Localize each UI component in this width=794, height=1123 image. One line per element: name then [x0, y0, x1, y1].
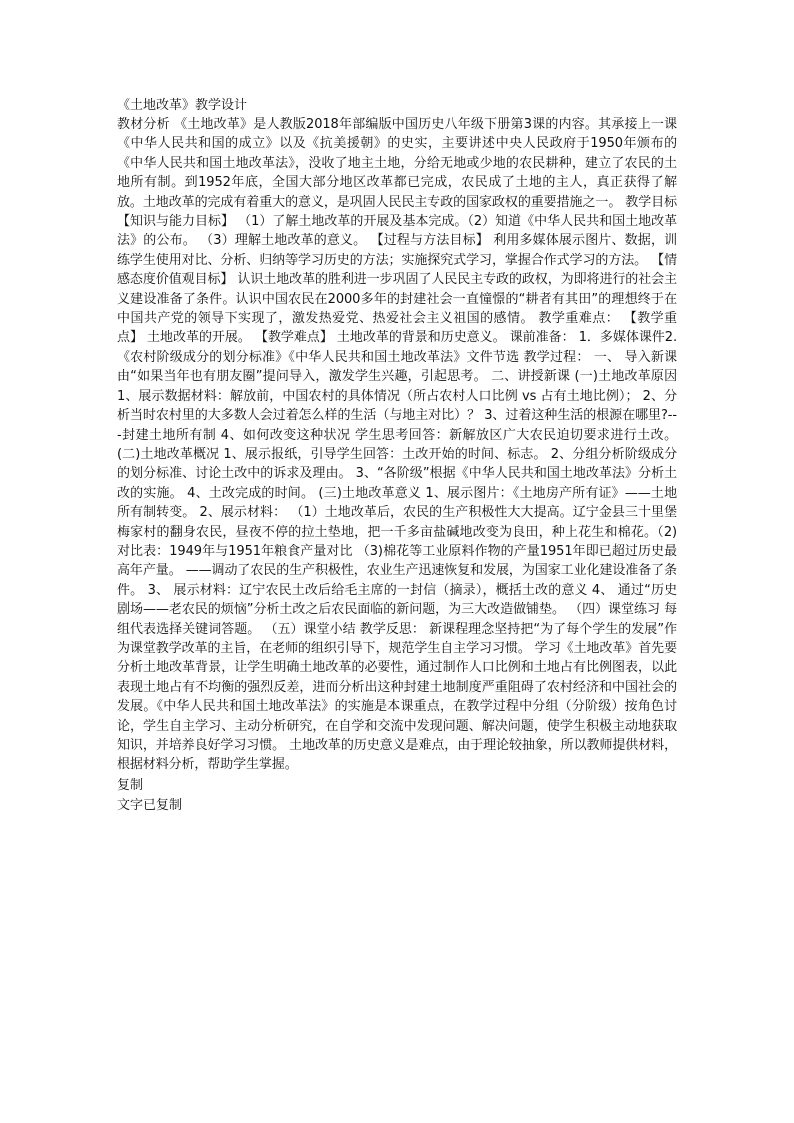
document-title: 《土地改革》教学设计 — [117, 98, 248, 113]
document-page — [117, 96, 677, 815]
document-body-text: 教材分析 《土地改革》是人教版2018年部编版中国历史八年级下册第3课的内容。其承接上一课《中华人民共和国的成立》以及《抗美援朝》的史实，主要讲述中央人民政府于1950年颁布的《中华人民共和国土地改革法》，没收了地主土地，分给无地或少地的农民耕种，建立了农民的土地所有制。到1952年底，全国大部分地区改革都已完成，农民成了土地的主人，真正获得了解放。土地改革的完成有着重大的意义，是巩固人民民主专政的国家政权的重要措施之一。 教学目标 【知识与能力目标】 （1）了解土地改革的开展及基本完成。（2）知道《中华人民共和国土地改革法》的公布。 （3）理解土地改革的意义。 【过程与方法目标】 利用多媒体展示图片、数据，训练学生使用对比、分析、归纳等学习历史的方法；实施探究式学习，掌握合作式学习的方法。 【情感态度价值观目标】 认识土地改革的胜利进一步巩固了人民民主专政的政权，为即将进行的社会主义建设准备了条件。认识中国农民在2000多年的封建社会一直憧憬的“耕者有其田”的理想终于在中国共产党的领导下实现了，激发热爱党、热爱社会主义祖国的感情。 教学重难点： 【教学重点】 土地改革的开展。 【教学难点】 土地改革的背景和历史意义。 课前准备： 1．多媒体课件2.《农村阶级成分的划分标准》《中华人民共和国土地改革法》文件节选 教学过程： 一、 导入新课 由“如果当年也有朋友圈”提问导入，激发学生兴趣，引起思考。 二、讲授新课 (一)土地改革原因 1、展示数据材料：解放前，中国农村的具体情况（所占农村人口比例 vs 占有土地比例）； 2、分析当时农村里的大多数人会过着怎么样的生活（与地主对比）？ 3、过着这种生活的根源在哪里?---封建土地所有制 4、如何改变这种状况 学生思考回答：新解放区广大农民迫切要求进行土改。 (二)土地改革概况 1、展示报纸，引导学生回答：土改开始的时间、标志。 2、分组分析阶级成分的划分标准、讨论土改中的诉求及理由。 3、“各阶级”根据《中华人民共和国土地改革法》分析土改的实施。 4、土改完成的时间。 (三)土地改革意义 1、展示图片：《土地房产所有证》——土地所有制转变。 2、展示材料： （1）土地改革后，农民的生产积极性大大提高。辽宁金县三十里堡梅家村的翻身农民，昼夜不停的拉土垫地，把一千多亩盐碱地改变为良田，种上花生和棉花。（2)对比表：1949年与1951年粮食产量对比 （3)棉花等工业原料作物的产量1951年即已超过历史最高年产量。 ——调动了农民的生产积极性，农业生产迅速恢复和发展，为国家工业化建设准备了条件。 3、 展示材料：辽宁农民土改后给毛主席的一封信（摘录），概括土改的意义 4、 通过“历史剧场——老农民的烦恼”分析土改之后农民面临的新问题，为三大改造做铺垫。 （四）课堂练习 每组代表选择关键词答题。 （五）课堂小结 教学反思： 新课程理念坚持把“为了每个学生的发展”作为课堂教学改革的主旨，在老师的组织引导下，规范学生自主学习习惯。 学习《土地改革》首先要分析土地改革背景，让学生明确土地改革的必要性，通过制作人口比例和土地占有比例图表，以此表现土地占有不均衡的强烈反差，进而分析出这种封建土地制度严重阻碍了农村经济和中国社会的发展。《中华人民共和国土地改革法》的实施是本课重点，在教学过程中分组（分阶级）按角色讨论，学生自主学习、主动分析研究，在自学和交流中发现问题、解决问题，使学生积极主动地获取知识，并培养良好学习习惯。 土地改革的历史意义是难点，由于理论较抽象，所以教师提供材料，根据材料分析，帮助学生掌握。 — [117, 117, 677, 773]
copied-status-text: 文字已复制 — [117, 797, 183, 813]
copy-button[interactable]: 复制 — [117, 777, 144, 793]
